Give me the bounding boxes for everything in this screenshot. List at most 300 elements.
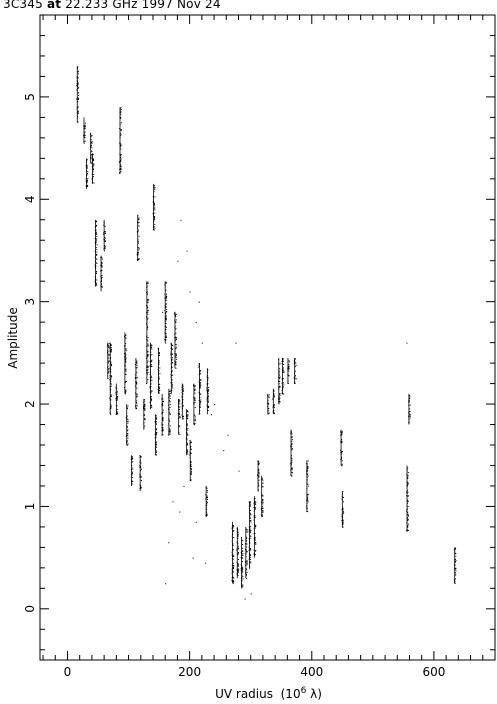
data-point bbox=[147, 340, 148, 341]
data-point bbox=[233, 555, 234, 556]
data-point bbox=[214, 404, 215, 405]
data-point bbox=[259, 473, 260, 474]
plot-frame bbox=[40, 15, 495, 660]
data-point bbox=[200, 407, 201, 408]
data-point bbox=[200, 401, 201, 402]
data-point bbox=[455, 578, 456, 579]
data-point bbox=[165, 312, 166, 313]
data-point bbox=[78, 88, 79, 89]
data-point bbox=[111, 378, 112, 379]
data-point bbox=[207, 499, 208, 500]
data-point bbox=[87, 178, 88, 179]
data-point bbox=[242, 550, 243, 551]
data-point bbox=[159, 367, 160, 368]
data-point bbox=[233, 556, 234, 557]
data-point bbox=[247, 562, 248, 563]
data-point bbox=[238, 554, 239, 555]
data-point bbox=[455, 570, 456, 571]
data-point bbox=[172, 387, 173, 388]
data-point bbox=[283, 361, 284, 362]
data-point bbox=[148, 310, 149, 311]
data-point bbox=[255, 525, 256, 526]
data-point bbox=[187, 434, 188, 435]
data-point bbox=[179, 406, 180, 407]
data-point bbox=[85, 141, 86, 142]
data-point bbox=[408, 530, 409, 531]
data-point bbox=[138, 247, 139, 248]
data-point bbox=[169, 430, 170, 431]
data-point bbox=[102, 266, 103, 267]
data-point bbox=[242, 567, 243, 568]
data-point bbox=[207, 502, 208, 503]
data-point bbox=[154, 185, 155, 186]
data-point bbox=[125, 371, 126, 372]
data-point bbox=[238, 471, 239, 472]
data-point bbox=[255, 537, 256, 538]
data-point bbox=[250, 562, 251, 563]
data-point bbox=[183, 388, 184, 389]
data-point bbox=[120, 148, 121, 149]
data-point bbox=[132, 456, 133, 457]
data-point bbox=[78, 83, 79, 84]
data-point bbox=[170, 431, 171, 432]
data-point bbox=[408, 525, 409, 526]
data-point bbox=[147, 282, 148, 283]
y-tick-label: 5 bbox=[23, 93, 37, 101]
data-point bbox=[246, 569, 247, 570]
data-point bbox=[144, 408, 145, 409]
data-point bbox=[176, 344, 177, 345]
data-point bbox=[274, 407, 275, 408]
data-point bbox=[208, 389, 209, 390]
data-point bbox=[105, 231, 106, 232]
data-point bbox=[170, 413, 171, 414]
data-point bbox=[156, 429, 157, 430]
data-point bbox=[165, 337, 166, 338]
data-point bbox=[250, 506, 251, 507]
data-point bbox=[110, 414, 111, 415]
data-point bbox=[87, 159, 88, 160]
data-point bbox=[283, 358, 284, 359]
data-point bbox=[238, 569, 239, 570]
data-point bbox=[144, 405, 145, 406]
data-point bbox=[242, 571, 243, 572]
data-point bbox=[250, 518, 251, 519]
data-point bbox=[132, 472, 133, 473]
data-point bbox=[144, 409, 145, 410]
data-point bbox=[200, 371, 201, 372]
data-point bbox=[191, 468, 192, 469]
data-point bbox=[154, 207, 155, 208]
data-point bbox=[187, 454, 188, 455]
data-point bbox=[156, 454, 157, 455]
data-point bbox=[233, 567, 234, 568]
data-point bbox=[255, 503, 256, 504]
data-point bbox=[154, 189, 155, 190]
data-point bbox=[180, 220, 181, 221]
data-point bbox=[238, 570, 239, 571]
x-axis-label-main: UV radius bbox=[215, 687, 273, 701]
data-point bbox=[238, 559, 239, 560]
data-point bbox=[96, 285, 97, 286]
data-point bbox=[211, 414, 212, 415]
data-point bbox=[250, 559, 251, 560]
data-point bbox=[195, 400, 196, 401]
data-point bbox=[242, 576, 243, 577]
data-point bbox=[168, 435, 169, 436]
data-point bbox=[148, 283, 149, 284]
data-point bbox=[242, 544, 243, 545]
data-point bbox=[195, 416, 196, 417]
data-point bbox=[154, 216, 155, 217]
data-point bbox=[255, 507, 256, 508]
data-point bbox=[194, 399, 195, 400]
x-axis-label-unit: (10 bbox=[280, 687, 301, 701]
data-point bbox=[78, 92, 79, 93]
data-point bbox=[125, 348, 126, 349]
data-point bbox=[138, 236, 139, 237]
data-point bbox=[169, 391, 170, 392]
data-point bbox=[288, 366, 289, 367]
data-point bbox=[280, 377, 281, 378]
data-point bbox=[207, 488, 208, 489]
data-point bbox=[166, 327, 167, 328]
data-point bbox=[147, 314, 148, 315]
data-point bbox=[136, 377, 137, 378]
data-point bbox=[307, 494, 308, 495]
data-point bbox=[283, 382, 284, 383]
data-point bbox=[96, 271, 97, 272]
data-point bbox=[184, 486, 185, 487]
data-point bbox=[121, 134, 122, 135]
data-point bbox=[255, 508, 256, 509]
data-point bbox=[144, 419, 145, 420]
data-point bbox=[262, 480, 263, 481]
data-point bbox=[205, 563, 206, 564]
data-point bbox=[148, 344, 149, 345]
data-point bbox=[85, 131, 86, 132]
data-point bbox=[408, 475, 409, 476]
data-point bbox=[96, 234, 97, 235]
data-point bbox=[408, 484, 409, 485]
data-point bbox=[166, 311, 167, 312]
data-point bbox=[295, 363, 296, 364]
data-point bbox=[141, 469, 142, 470]
data-point bbox=[263, 486, 264, 487]
data-point bbox=[156, 452, 157, 453]
data-point bbox=[288, 375, 289, 376]
data-point bbox=[102, 259, 103, 260]
data-point bbox=[147, 370, 148, 371]
data-point bbox=[120, 161, 121, 162]
data-point bbox=[342, 460, 343, 461]
x-axis-label-lambda: λ) bbox=[306, 687, 322, 701]
data-point bbox=[105, 241, 106, 242]
data-point bbox=[96, 249, 97, 250]
data-point bbox=[78, 113, 79, 114]
data-point bbox=[233, 525, 234, 526]
data-point bbox=[408, 501, 409, 502]
data-point bbox=[183, 416, 184, 417]
data-point bbox=[179, 512, 180, 513]
data-point bbox=[166, 336, 167, 337]
data-point bbox=[263, 483, 264, 484]
data-point bbox=[233, 565, 234, 566]
data-point bbox=[250, 554, 251, 555]
data-point bbox=[87, 186, 88, 187]
data-point bbox=[132, 461, 133, 462]
data-point bbox=[409, 397, 410, 398]
data-point bbox=[176, 357, 177, 358]
data-point bbox=[141, 462, 142, 463]
data-point bbox=[165, 306, 166, 307]
data-point bbox=[91, 151, 92, 152]
data-point bbox=[96, 236, 97, 237]
data-point bbox=[208, 399, 209, 400]
x-tick-label: 200 bbox=[178, 665, 202, 679]
data-point bbox=[128, 405, 129, 406]
data-point bbox=[238, 572, 239, 573]
data-point bbox=[246, 547, 247, 548]
data-point bbox=[238, 548, 239, 549]
data-point bbox=[255, 554, 256, 555]
data-point bbox=[147, 379, 148, 380]
data-point bbox=[242, 540, 243, 541]
data-point bbox=[138, 249, 139, 250]
data-point bbox=[455, 556, 456, 557]
data-point bbox=[342, 464, 343, 465]
data-point bbox=[132, 458, 133, 459]
data-point bbox=[255, 502, 256, 503]
data-point bbox=[92, 141, 93, 142]
data-point bbox=[195, 385, 196, 386]
data-point bbox=[283, 386, 284, 387]
data-point bbox=[223, 450, 224, 451]
data-point bbox=[111, 376, 112, 377]
data-point bbox=[137, 367, 138, 368]
data-point bbox=[191, 469, 192, 470]
data-point bbox=[85, 128, 86, 129]
data-point bbox=[187, 410, 188, 411]
data-point bbox=[238, 536, 239, 537]
data-point bbox=[172, 362, 173, 363]
data-point bbox=[262, 503, 263, 504]
data-point bbox=[156, 415, 157, 416]
data-point bbox=[151, 376, 152, 377]
data-point bbox=[91, 147, 92, 148]
data-point bbox=[93, 159, 94, 160]
data-point bbox=[96, 273, 97, 274]
data-point bbox=[176, 328, 177, 329]
data-point bbox=[207, 497, 208, 498]
data-point bbox=[200, 399, 201, 400]
data-point bbox=[255, 544, 256, 545]
data-point bbox=[151, 377, 152, 378]
data-point bbox=[242, 569, 243, 570]
data-point bbox=[208, 390, 209, 391]
data-point bbox=[87, 168, 88, 169]
data-point bbox=[251, 593, 252, 594]
data-point bbox=[126, 338, 127, 339]
data-point bbox=[195, 419, 196, 420]
data-point bbox=[85, 126, 86, 127]
data-point bbox=[166, 303, 167, 304]
x-axis-label-exponent: 6 bbox=[300, 686, 307, 696]
data-point bbox=[247, 563, 248, 564]
data-point bbox=[262, 510, 263, 511]
data-point bbox=[175, 333, 176, 334]
data-point bbox=[187, 430, 188, 431]
data-point bbox=[246, 544, 247, 545]
data-point bbox=[170, 401, 171, 402]
data-point bbox=[148, 337, 149, 338]
data-point bbox=[154, 213, 155, 214]
data-point bbox=[342, 451, 343, 452]
data-point bbox=[139, 222, 140, 223]
y-tick-label: 1 bbox=[23, 502, 37, 511]
data-point bbox=[233, 571, 234, 572]
data-point bbox=[156, 444, 157, 445]
data-point bbox=[183, 418, 184, 419]
data-point bbox=[187, 250, 188, 251]
data-point bbox=[175, 348, 176, 349]
data-point bbox=[292, 469, 293, 470]
data-point bbox=[117, 412, 118, 413]
data-point bbox=[274, 396, 275, 397]
data-point bbox=[147, 312, 148, 313]
data-point bbox=[233, 526, 234, 527]
data-point bbox=[291, 460, 292, 461]
data-point bbox=[93, 176, 94, 177]
data-point bbox=[172, 375, 173, 376]
x-tick-label: 600 bbox=[422, 665, 446, 679]
data-point bbox=[125, 354, 126, 355]
data-point bbox=[283, 364, 284, 365]
data-point bbox=[250, 549, 251, 550]
data-point bbox=[159, 384, 160, 385]
data-point bbox=[292, 472, 293, 473]
data-point bbox=[127, 433, 128, 434]
data-point bbox=[127, 438, 128, 439]
data-point bbox=[255, 528, 256, 529]
data-point bbox=[233, 530, 234, 531]
data-point bbox=[136, 388, 137, 389]
data-point bbox=[96, 280, 97, 281]
data-point bbox=[138, 218, 139, 219]
data-point bbox=[125, 370, 126, 371]
data-point bbox=[258, 477, 259, 478]
data-point bbox=[172, 384, 173, 385]
data-point bbox=[259, 480, 260, 481]
data-point bbox=[292, 433, 293, 434]
data-point bbox=[102, 275, 103, 276]
data-point bbox=[105, 246, 106, 247]
data-point bbox=[208, 393, 209, 394]
data-point bbox=[87, 165, 88, 166]
data-point bbox=[127, 419, 128, 420]
data-point bbox=[208, 407, 209, 408]
data-point bbox=[245, 599, 246, 600]
data-point bbox=[289, 361, 290, 362]
data-point bbox=[233, 568, 234, 569]
data-point bbox=[144, 401, 145, 402]
data-point bbox=[120, 118, 121, 119]
data-point bbox=[120, 114, 121, 115]
x-tick-label: 400 bbox=[300, 665, 324, 679]
data-point bbox=[242, 578, 243, 579]
data-point bbox=[165, 583, 166, 584]
data-point bbox=[408, 523, 409, 524]
data-point bbox=[159, 353, 160, 354]
data-point bbox=[166, 298, 167, 299]
data-point bbox=[166, 297, 167, 298]
data-point bbox=[136, 383, 137, 384]
data-point bbox=[296, 365, 297, 366]
data-point bbox=[170, 425, 171, 426]
data-point bbox=[233, 537, 234, 538]
data-point bbox=[147, 361, 148, 362]
data-point bbox=[121, 158, 122, 159]
data-point bbox=[96, 238, 97, 239]
data-point bbox=[169, 434, 170, 435]
data-point bbox=[126, 369, 127, 370]
data-point bbox=[126, 381, 127, 382]
data-point bbox=[117, 394, 118, 395]
data-point bbox=[283, 367, 284, 368]
data-point bbox=[154, 224, 155, 225]
data-point bbox=[196, 322, 197, 323]
data-point bbox=[194, 398, 195, 399]
data-point bbox=[148, 372, 149, 373]
data-point bbox=[148, 366, 149, 367]
data-point bbox=[120, 144, 121, 145]
data-point bbox=[136, 372, 137, 373]
data-point bbox=[262, 508, 263, 509]
data-point bbox=[151, 366, 152, 367]
data-point bbox=[144, 410, 145, 411]
data-point bbox=[166, 282, 167, 283]
data-point bbox=[172, 379, 173, 380]
data-point bbox=[283, 370, 284, 371]
data-point bbox=[136, 362, 137, 363]
data-point bbox=[176, 319, 177, 320]
y-tick-label: 3 bbox=[23, 297, 37, 306]
data-point bbox=[108, 371, 109, 372]
data-point bbox=[292, 439, 293, 440]
data-point bbox=[250, 526, 251, 527]
data-point bbox=[166, 296, 167, 297]
data-point bbox=[151, 396, 152, 397]
data-point bbox=[250, 521, 251, 522]
data-point bbox=[238, 566, 239, 567]
data-point bbox=[136, 361, 137, 362]
data-point bbox=[121, 122, 122, 123]
data-point bbox=[246, 537, 247, 538]
data-point bbox=[159, 373, 160, 374]
data-point bbox=[156, 419, 157, 420]
data-point bbox=[111, 384, 112, 385]
data-point bbox=[163, 410, 164, 411]
data-point bbox=[148, 345, 149, 346]
data-point bbox=[187, 415, 188, 416]
data-point bbox=[78, 95, 79, 96]
data-point bbox=[170, 398, 171, 399]
data-point bbox=[407, 492, 408, 493]
data-point bbox=[195, 407, 196, 408]
data-point bbox=[93, 169, 94, 170]
data-point bbox=[159, 388, 160, 389]
data-point bbox=[78, 107, 79, 108]
